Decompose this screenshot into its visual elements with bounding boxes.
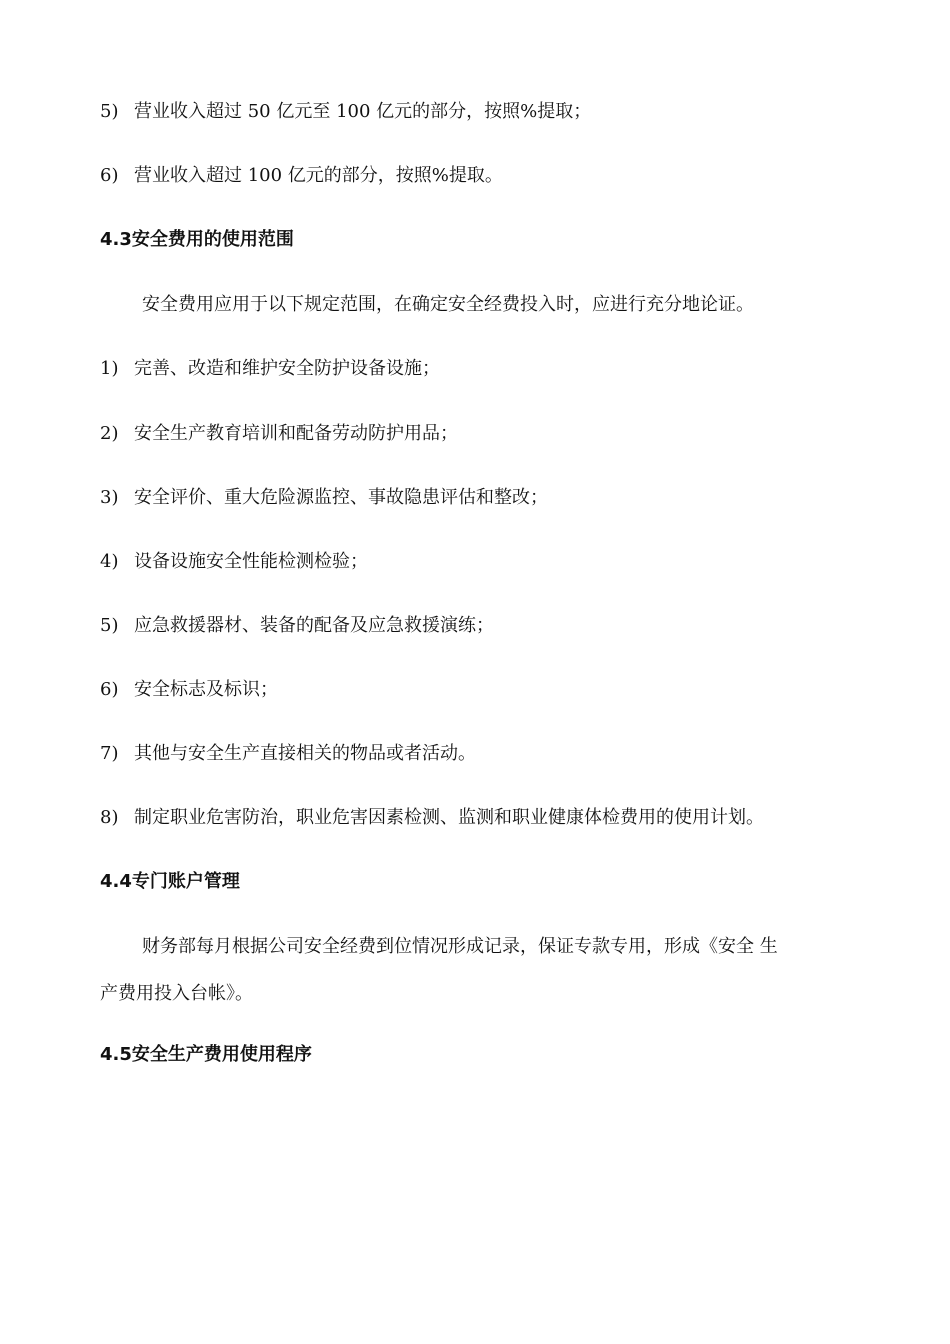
list-item-number: 5) <box>100 615 119 636</box>
list-item-text: 安全标志及标识； <box>134 679 278 700</box>
section-heading-4-3: 4.3安全费用的使用范围 <box>100 229 294 250</box>
section-4-4-paragraph-line1: 财务部每月根据公司安全经费到位情况形成记录，保证专款专用，形成《安全 生 <box>142 936 778 957</box>
list-item-text: 应急救援器材、装备的配备及应急救援演练； <box>134 615 494 636</box>
list-item-text: 安全评价、重大危险源监控、事故隐患评估和整改； <box>134 487 548 508</box>
list-item-text: 设备设施安全性能检测检验； <box>134 551 368 572</box>
list-item-text: 安全生产教育培训和配备劳动防护用品； <box>134 423 458 444</box>
section-heading-4-4: 4.4专门账户管理 <box>100 871 240 892</box>
list-item-number: 7) <box>100 743 119 764</box>
list-item-number: 6) <box>100 679 119 700</box>
list-item-number: 2) <box>100 423 119 444</box>
list-item-number: 6) <box>100 165 119 186</box>
list-item-text: 制定职业危害防治，职业危害因素检测、监测和职业健康体检费用的使用计划。 <box>134 807 764 828</box>
list-item-number: 4) <box>100 551 119 572</box>
list-item-number: 8) <box>100 807 119 828</box>
list-item-number: 1) <box>100 358 119 379</box>
section-heading-4-5: 4.5安全生产费用使用程序 <box>100 1044 312 1065</box>
list-item-text: 营业收入超过 50 亿元至 100 亿元的部分，按照%提取； <box>134 101 592 122</box>
section-4-3-intro: 安全费用应用于以下规定范围，在确定安全经费投入时，应进行充分地论证。 <box>142 294 754 315</box>
list-item-text: 营业收入超过 100 亿元的部分，按照%提取。 <box>134 165 503 186</box>
list-item-number: 3) <box>100 487 119 508</box>
list-item-number: 5) <box>100 101 119 122</box>
section-4-4-paragraph-line2: 产费用投入台帐》。 <box>100 983 253 1004</box>
list-item-text: 其他与安全生产直接相关的物品或者活动。 <box>134 743 476 764</box>
list-item-text: 完善、改造和维护安全防护设备设施； <box>134 358 440 379</box>
